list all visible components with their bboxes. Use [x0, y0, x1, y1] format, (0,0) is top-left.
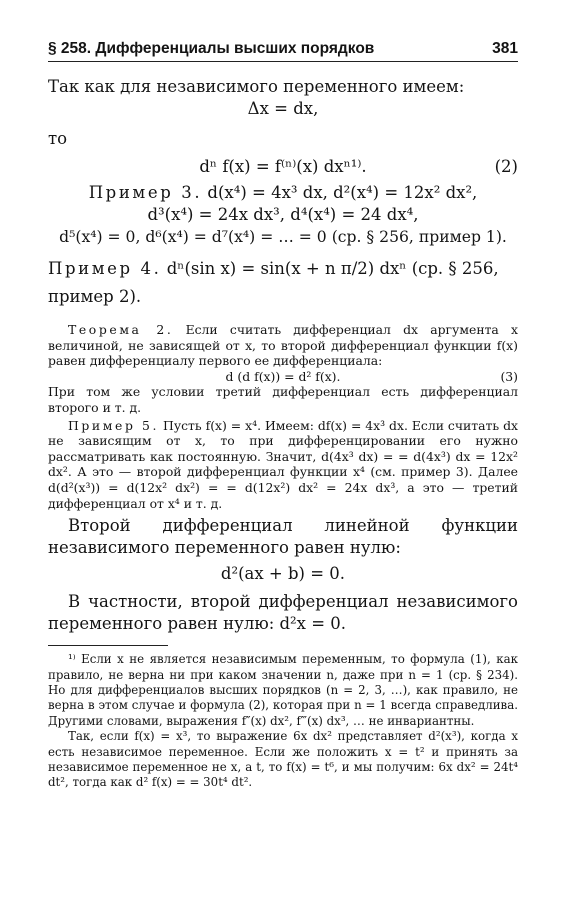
particular-statement: В частности, второй дифференциал независимого переменного равен нулю: d²x = 0. [48, 592, 518, 634]
example-4-formula: dⁿ(sin x) = sin(x + n π/2) dxⁿ (ср. § 256, [161, 259, 499, 278]
word-to: то [48, 129, 68, 148]
theorem-note: При том же условии третий дифференциал есть дифференциал второго и т. д. [48, 384, 518, 415]
theorem-label: Теорема 2. [68, 322, 174, 337]
footnote-para-1: ¹⁾ Если x не является независимым переменным, то формула (1), как правило, не верна ни при каком значении n, даже при n = 1 (ср. § 234). Но для дифференциалов высших порядков (n = 2, 3, …), как правило, не верна в этом случае и формула (2), которая при n = 1 всегда справедлива. Другими словами, выражения f″(x) dx², f‴(x) dx³, … не инвариантны. [48, 652, 518, 728]
example-4-label: Пример 4. [48, 259, 162, 278]
intro-line: Так как для независимого переменного имеем: [48, 77, 465, 96]
example-5-label: Пример 5. [68, 417, 160, 433]
formula-linear: d²(ax + b) = 0. [220, 564, 346, 584]
footnote-rule [48, 645, 168, 646]
formula-2-number: (2) [494, 157, 518, 176]
formula-3-row [48, 369, 518, 385]
example-5 [48, 418, 518, 512]
example-4-line [48, 258, 518, 280]
linear-statement: Второй дифференциал линейной функции независимого переменного равен нулю: [48, 516, 518, 558]
formula-3: d (d f(x)) = d² f(x). [225, 368, 341, 384]
theorem-text: Если считать дифференциал dx аргумента x величиной, не зависящей от x, то второй дифференциал функции f(x) равен дифференциалу первого ее дифференциала: [48, 322, 518, 369]
formula-2: dⁿ f(x) = f⁽ⁿ⁾(x) dxⁿ¹⁾. [199, 157, 367, 176]
example-3-formula-1: d(x⁴) = 4x³ dx, d²(x⁴) = 12x² dx², [202, 183, 478, 202]
formula-2-row [48, 156, 518, 178]
page-header [48, 40, 518, 62]
example-3-line-1 [48, 182, 518, 204]
example-5-text: Пусть f(x) = x⁴. Имеем: df(x) = 4x³ dx. Если считать dx не зависящим от x, то при дифференцировании его нужно рассматривать как постоянную. Значит, d(4x³ dx) = = d(4x³) dx = 12x² dx². А это — второй дифференциал функции x⁴ (см. пример 3). Далее d(d²(x³)) = d(12x² dx²) = = d(12x²) dx² = 24x dx³, а это — третий дифференциал от x⁴ и т. д. [48, 417, 519, 511]
section-title: § 258. Дифференциалы высших порядков [48, 40, 375, 57]
page-number: 381 [492, 40, 518, 57]
formula-3-number: (3) [500, 368, 518, 384]
footnote-para-2: Так, если f(x) = x³, то выражение 6x dx² представляет d²(x³), когда x есть независимое переменное. Если же положить x = t² и принять за независимое переменное не x, а t, то f(x) = t⁶, и мы получим: 6x dx² = 24t⁴ dt², тогда как d² f(x) = = 30t⁴ dt². [48, 729, 518, 790]
example-3-label: Пример 3. [88, 183, 203, 202]
formula-dx: Δx = dx, [247, 99, 319, 118]
example-3-line-3: d⁵(x⁴) = 0, d⁶(x⁴) = d⁷(x⁴) = … = 0 (ср. § 256, пример 1). [59, 228, 507, 246]
book-page [48, 40, 518, 791]
example-4-tail: пример 2). [48, 287, 142, 306]
example-3-line-2: d³(x⁴) = 24x dx³, d⁴(x⁴) = 24 dx⁴, [147, 205, 419, 224]
theorem-2 [48, 322, 518, 369]
